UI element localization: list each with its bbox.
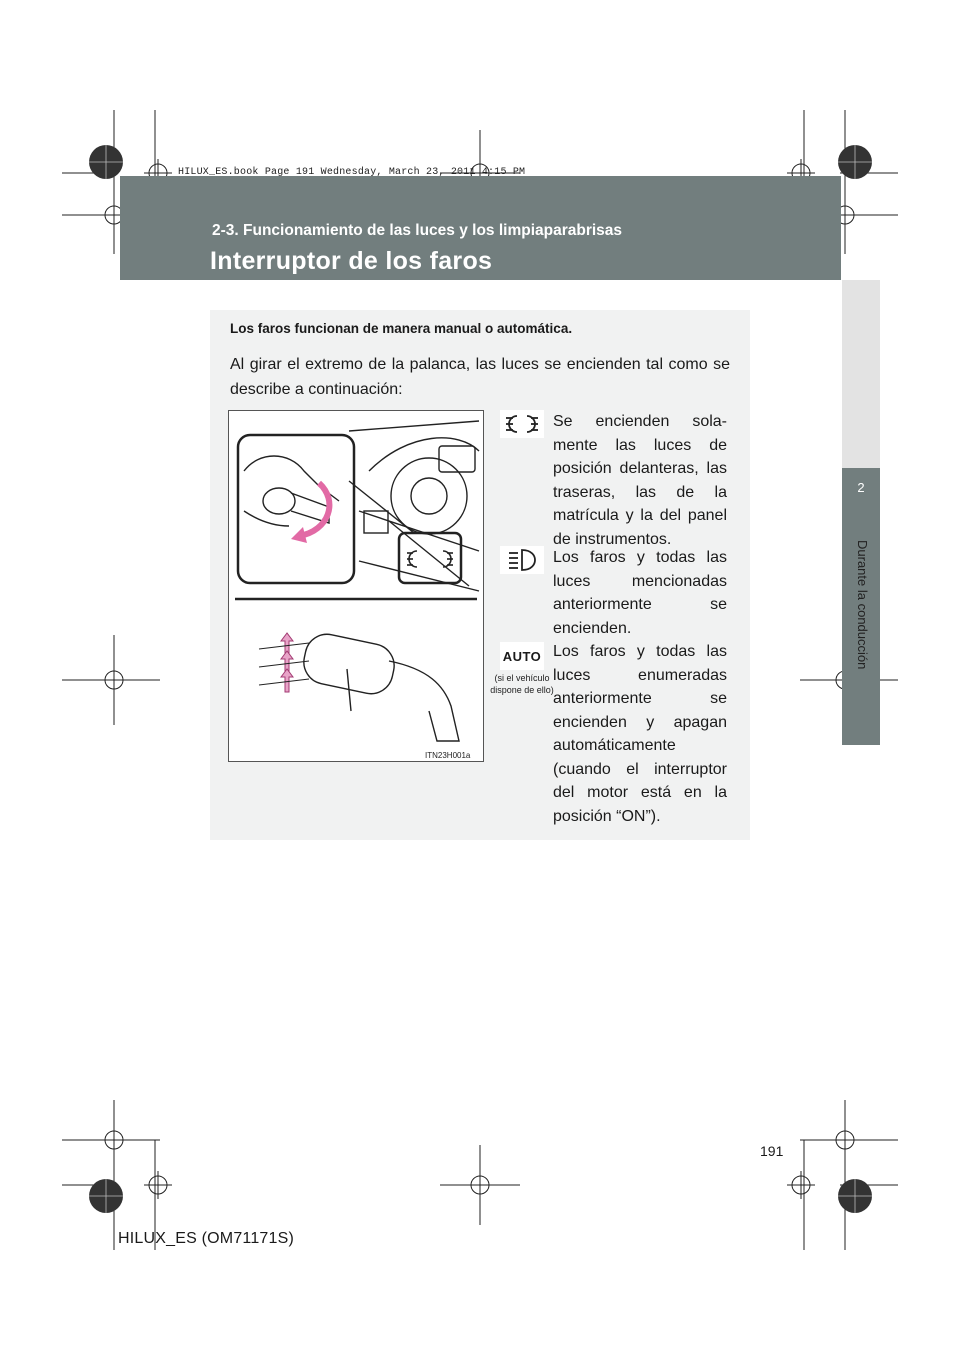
footer-code: HILUX_ES (OM71171S)	[118, 1230, 295, 1247]
headlight-icon	[500, 546, 544, 574]
auto-note: (si el vehículo dispone de ello)	[490, 673, 554, 695]
item-text-auto: Los faros y todas las luces enumeradas anteriormente se encienden y apagan automáticamente (cuando el interruptor del motor está en la posición “ON”).	[553, 643, 727, 825]
page-number: 191	[760, 1143, 784, 1159]
light-switch-illustration	[229, 411, 483, 761]
side-tab-number: 2	[857, 480, 865, 495]
illustration	[228, 410, 484, 762]
side-tab-label: Durante la conducción	[855, 540, 870, 670]
illustration-code: ITN23H001a	[425, 751, 471, 760]
parking-lights-icon	[500, 410, 544, 438]
section-heading: 2-3. Funcionamiento de las luces y los limpiaparabrisas	[212, 222, 623, 239]
intro-text: Al girar el extremo de la palanca, las luces se encienden tal como se describe a continuación:	[230, 356, 730, 398]
side-tab-label-wrap	[842, 540, 880, 730]
auto-badge	[500, 642, 544, 670]
item-text-headlights: Los faros y todas las luces mencionadas anteriormente se encienden.	[553, 549, 727, 637]
item-text-parking: Se encienden sola-mente las luces de posición delanteras, las traseras, las de la matrícula y la del panel de instrumentos.	[553, 413, 727, 548]
book-stamp: HILUX_ES.book Page 191 Wednesday, March 23, 2011 4:15 PM	[178, 167, 526, 178]
auto-badge-label: AUTO	[502, 648, 542, 664]
page-title: Interruptor de los faros	[210, 247, 493, 275]
intro-bold: Los faros funcionan de manera manual o automática.	[230, 321, 573, 336]
